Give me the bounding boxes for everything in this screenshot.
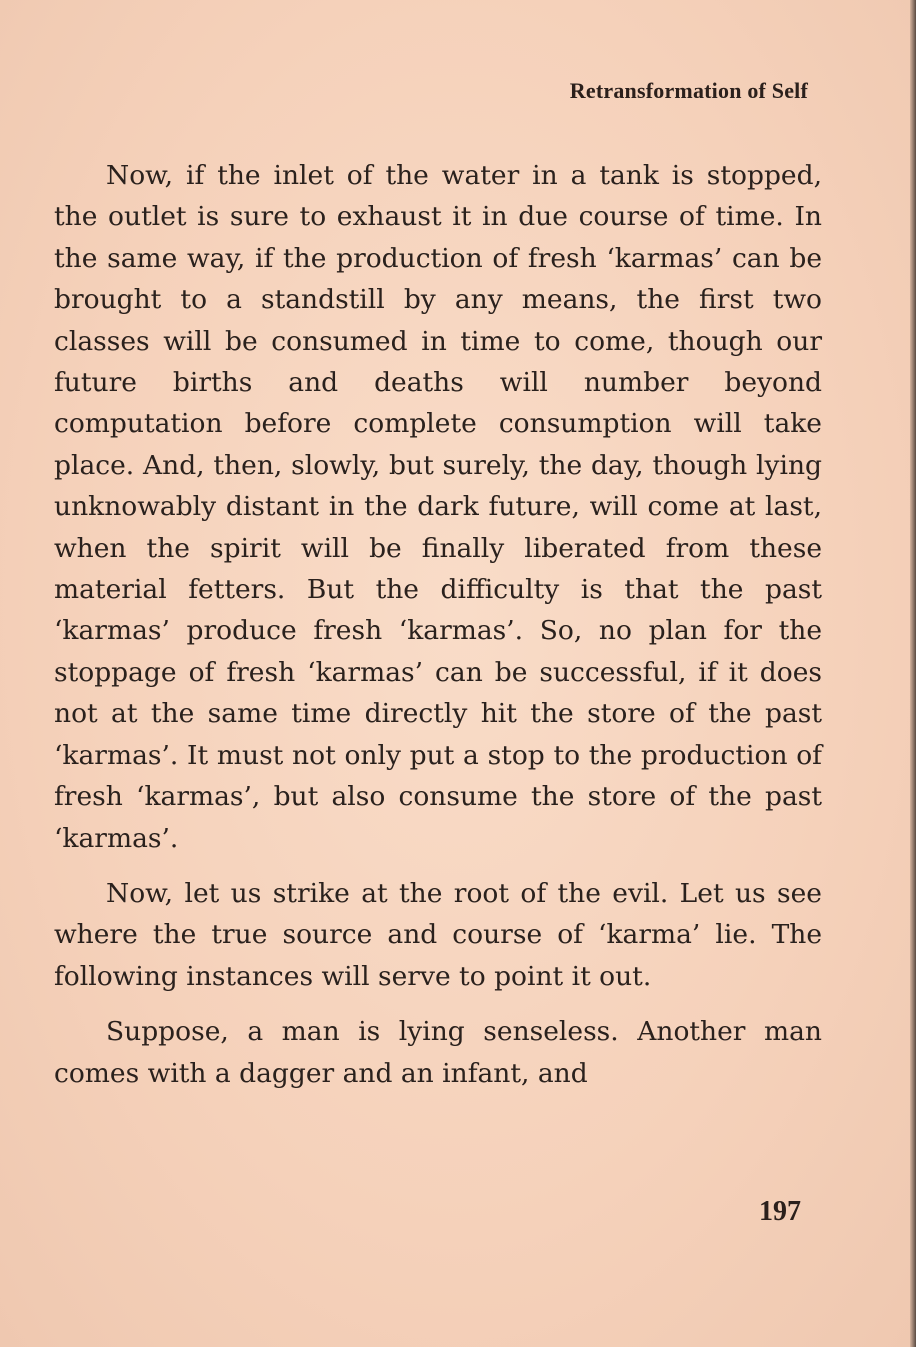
paragraph-3: Suppose, a man is lying senseless. Another man comes with a dagger and an infant, and	[54, 1016, 822, 1089]
page-number: 197	[759, 1196, 801, 1227]
body-text	[54, 155, 822, 1108]
paragraph-2: Now, let us strike at the root of the evil. Let us see where the true source and course of ‘karma’ lie. The following instances will serve to point it out.	[54, 877, 822, 992]
paragraph-1: Now, if the inlet of the water in a tank is stopped, the outlet is sure to exhaust it in due course of time. In the same way, if the production of fresh ‘karmas’ can be brought to a standstill by any means, the first two classes will be consumed in time to come, though our future births and deaths will number beyond computation before complete consumption will take place. And, then, slowly, but surely, the day, though lying unknowably distant in the dark future, will come at last, when the spirit will be finally liberated from these material fetters. But the difficulty is that the past ‘karmas’ produce fresh ‘karmas’. So, no plan for the stoppage of fresh ‘karmas’ can be successful, if it does not at the same time directly hit the store of the past ‘karmas’. It must not only put a stop to the production of fresh ‘karmas’, but also consume the store of the past ‘karmas’.	[54, 160, 822, 854]
page-edge	[910, 0, 916, 1347]
running-head: Retransformation of Self	[569, 78, 808, 103]
